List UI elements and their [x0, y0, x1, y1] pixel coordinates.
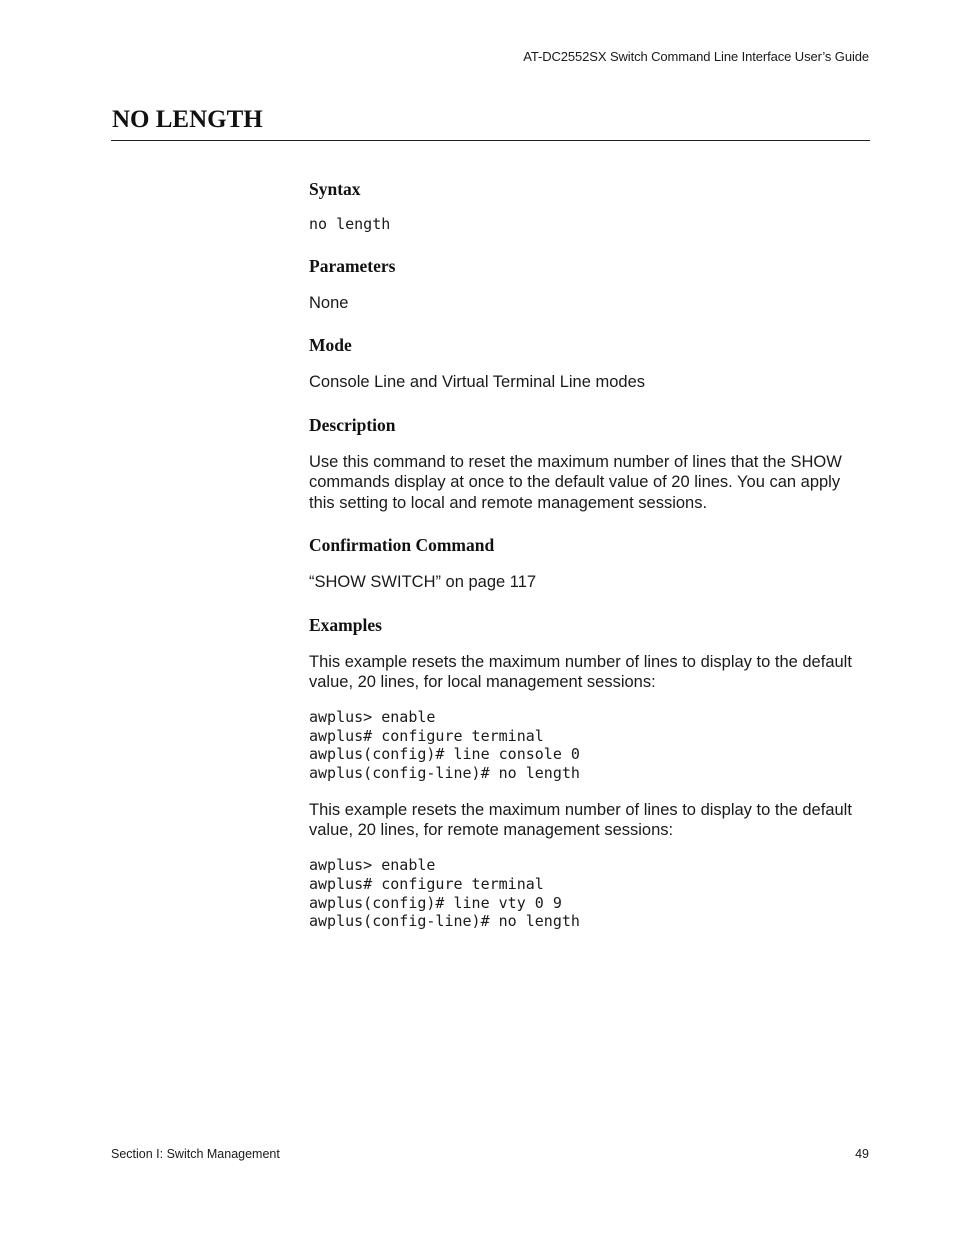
example2-text: [309, 800, 874, 841]
example1-line: value, 20 lines, for local management sessions:: [309, 673, 656, 692]
description-line: commands display at once to the default value of 20 lines. You can apply: [309, 473, 841, 492]
examples-heading: Examples: [309, 614, 382, 635]
code-line: awplus# configure terminal: [309, 874, 544, 893]
example1-text: [309, 652, 874, 693]
example2-code-block: [309, 856, 874, 931]
confirmation-link[interactable]: “SHOW SWITCH” on page 117: [309, 573, 537, 592]
example2-line: This example resets the maximum number of lines to display to the default: [309, 800, 852, 819]
description-line: this setting to local and remote management sessions.: [309, 493, 708, 512]
syntax-code: no length: [309, 215, 391, 233]
example1-line: This example resets the maximum number of lines to display to the default: [309, 652, 852, 671]
content-body: [309, 178, 874, 931]
syntax-heading: Syntax: [309, 179, 361, 199]
description-line: Use this command to reset the maximum number of lines that the SHOW: [309, 452, 842, 471]
example1-code-block: [309, 708, 874, 783]
code-line: awplus> enable: [309, 707, 436, 726]
code-line: awplus(config-line)# no length: [309, 912, 580, 931]
mode-text: Console Line and Virtual Terminal Line modes: [309, 373, 646, 392]
confirmation-heading: Confirmation Command: [309, 535, 495, 556]
code-line: awplus# configure terminal: [309, 726, 544, 745]
footer-section-label: Section I: Switch Management: [111, 1147, 280, 1161]
mode-heading: Mode: [309, 335, 352, 356]
parameters-heading: Parameters: [309, 255, 396, 276]
code-line: awplus> enable: [309, 855, 436, 874]
parameters-text: None: [309, 293, 349, 312]
code-line: awplus(config)# line vty 0 9: [309, 893, 562, 912]
description-heading: Description: [309, 414, 396, 435]
title-rule: [111, 140, 870, 141]
running-header: AT-DC2552SX Switch Command Line Interface User’s Guide: [523, 49, 869, 64]
code-line: awplus(config)# line console 0: [309, 745, 580, 764]
example2-line: value, 20 lines, for remote management sessions:: [309, 821, 674, 840]
description-text: [309, 452, 874, 514]
page-title: NO LENGTH: [112, 106, 263, 133]
code-line: awplus(config-line)# no length: [309, 764, 580, 783]
footer-page-number: 49: [855, 1147, 869, 1161]
